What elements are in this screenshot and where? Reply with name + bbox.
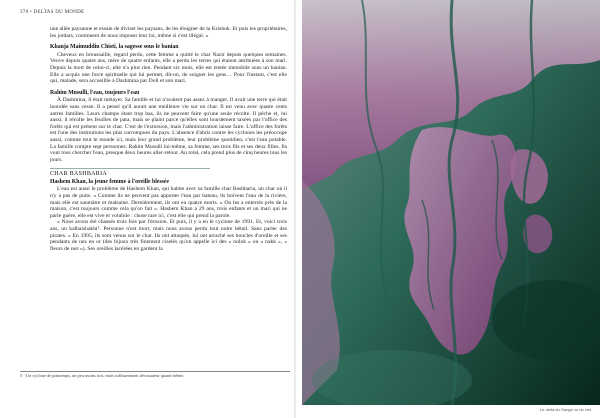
- paragraph-musulli: À Dashmina, il était métayer. Sa famille et lui n'avaient pas assez à manger. Il avait une terre qui était inondée sans cesse. Il a pensé qu'il aurait une meilleure vie sur un char. Il est venu avec quatre cents autres familles. Leurs champs étant trop bas, ils ne peuvent faire qu'une seule récolte. Il pêche et, lui aussi, il récolte les feuilles de pata, mais se plaint parce qu'elles sont lourdement taxées par l'office des forêts qui est présent sur le char. C'est de l'extorsion, mais l'administration laisse faire. L'office des forêts est l'une des institutions les plus corrompues du pays. L'absence d'abris contre les cyclones les préoccupe aussi, comme tout le monde ici, mais leur grand problème, leur problème quotidien, c'est l'eau potable. La famille compte sept personnes. Rahim Musulli lui-même, sa femme, ses trois fils et ses deux filles. Ils vont tous chercher l'eau, presque deux heures aller-retour. Au total, cela prend plus de cinq heures tous les jours.: [50, 97, 287, 163]
- paragraph-chisti: Cheveux en broussaille, regard perdu, cette femme a quitté le char Nazir depuis quelques semaines. Veuve depuis quatre ans, mère de quatre enfants, elle a perdu les terres qui étaient attribuées à son mari. Depuis la mort de celui-ci, elle n'a plus rien. Pendant six mois, elle est restée immobile sous un banian. Elle a acquis une force spirituelle qui lui permet, dit-on, de soigner les gens… Pour l'instant, c'est elle qui, malade, sera accueillie à Dashmina par Doli et son mari.: [50, 51, 287, 85]
- footnote: 5 - Un cyclone de printemps, un peu moins fort, mais suffisamment dévastateur quand même.: [20, 371, 290, 378]
- section-title-char-bashbaria: CHAR BASHBARIA: [50, 168, 210, 178]
- section-heading-chisti: Khanja Maimuddin Chisti, la sagesse sous le banian: [50, 44, 179, 51]
- body-text: [50, 26, 287, 252]
- paragraph-khan-1: L'eau est aussi le problème de Hashem Khan, qui habite avec sa famille char Bashbaria, un char où il n'y a pas de puits. « Comme ils ne peuvent pas apporter l'eau par bateau, ils boivent l'eau de la rivière, mais elle est saumâtre et malsaine. Dernièrement, ils ont eu quatre morts. » On les a enterrés près de la maison, c'est toujours comme cela qu'on fait ». Hashem Khan a 29 ans, trois enfants et un mari qui ne parle guère, elle est vive et volubile : chose rare ici, c'est elle qui prend la parole.: [50, 186, 287, 219]
- delta-satellite-image: [302, 0, 600, 405]
- right-page: [296, 0, 600, 418]
- left-page: [0, 0, 296, 418]
- delta-satellite-photo: [302, 0, 600, 405]
- running-head: 370 • DELTAS DU MONDE: [20, 10, 85, 15]
- photo-caption: Le delta du Gange vu du ciel.: [539, 407, 592, 412]
- paragraph-khan-2: « Nous avons été chassés trois fois par l'érosion. Et puis, il y a eu le cyclone de 1991. Et, voici trois ans, un kalbaishakhi⁵. Personne n'est mort, mais nous avons perdu tout notre bétail. Sans parler des pirates. » En 1995, ils sont venus sur le char. Ils ont attaqués, lui ont arraché ses boucles d'oreille et ses pendants de nez en or (des bijoux très finement ciselés qu'on appelle ici des « nolok » ou « nakk », « fleurs de nez »). Ses oreilles lacérées en gardent la: [50, 219, 287, 252]
- section-heading-musulli: Rahim Musulli, l'eau, toujours l'eau: [50, 89, 140, 96]
- section-heading-khan: Hashem Khan, la jeune femme à l'oreille blessée: [50, 178, 170, 185]
- intro-paragraph: une allée paysanne et essaie de diviser les paysans, de les éloigner de la Krishok. Et puis les propriétaires, les jotdars, continuent de nous imposer leur loi, même si c'est illégal. »: [50, 26, 287, 39]
